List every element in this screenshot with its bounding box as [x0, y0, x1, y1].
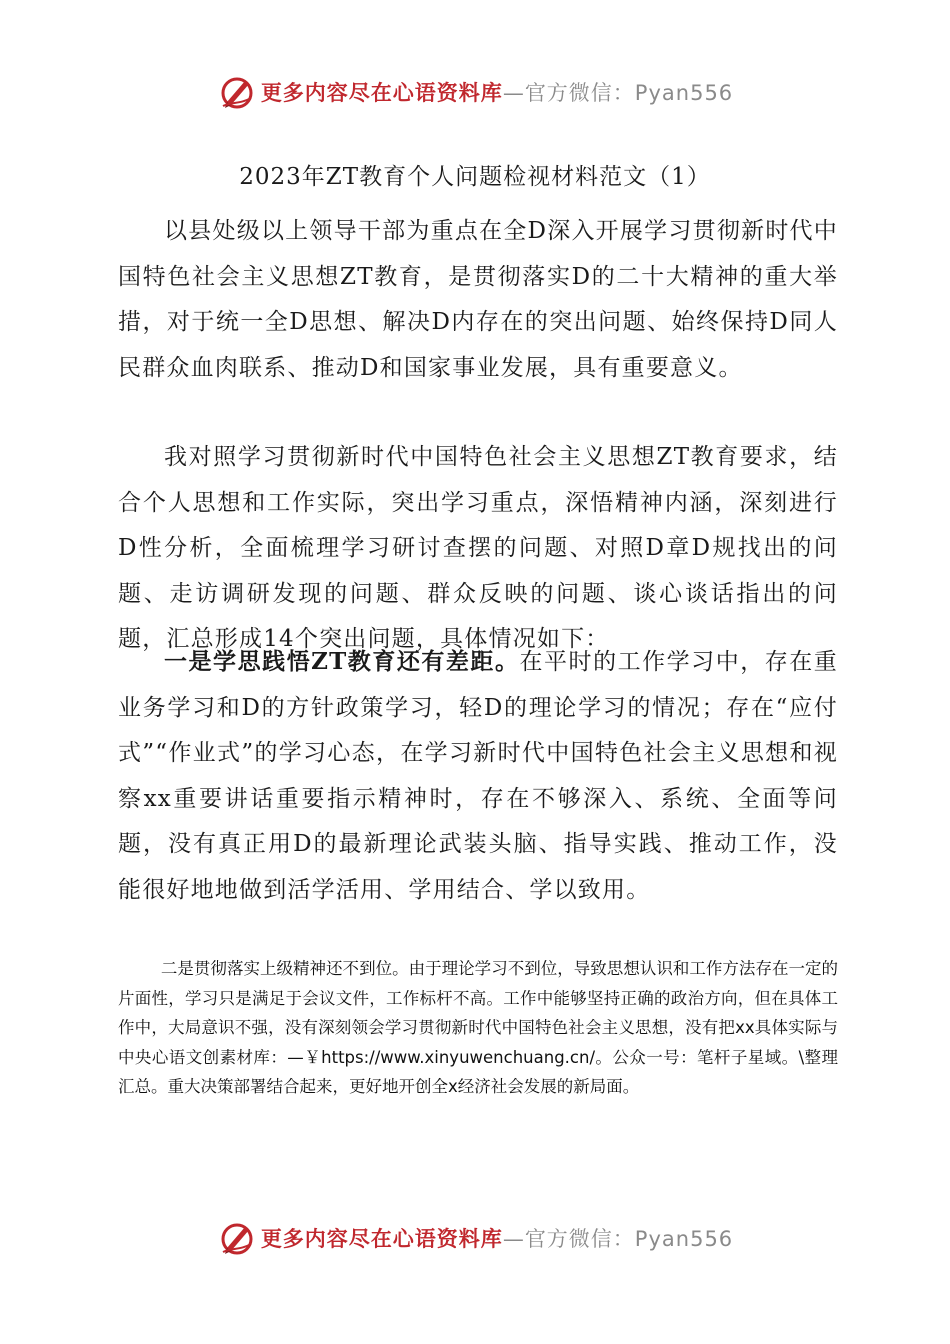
paragraph-3 — [118, 639, 838, 913]
banner-dash: — — [502, 81, 525, 105]
footer-banner-text — [261, 1223, 733, 1253]
footer-slogan: 更多内容尽在心语资料库 — [260, 1227, 503, 1251]
footer-wechat: 官方微信：Pyan556 — [524, 1227, 734, 1251]
banner-wechat: 官方微信：Pyan556 — [524, 81, 734, 105]
header-banner — [0, 62, 950, 122]
pen-logo-icon — [217, 1218, 257, 1258]
header-banner-text — [261, 77, 733, 107]
paragraph-1: 以县处级以上领导干部为重点在全D深入开展学习贯彻新时代中国特色社会主义思想ZT教育，是贯彻落实D的二十大精神的重大举措，对于统一全D思想、解决D内存在的突出问题、始终保持D同人民群众血肉联系、推动D和国家事业发展，具有重要意义。 — [118, 218, 838, 381]
issue-1-body: 在平时的工作学习中，存在重业务学习和D的方针政策学习，轻D的理论学习的情况；存在“应付式”“作业式”的学习心态，在学习新时代中国特色社会主义思想和视察xx重要讲话重要指示精神时，存在不够深入、系统、全面等问题，没有真正用D的最新理论武装头脑、指导实践、推动工作，没能很好地地做到活学活用、学用结合、学以致用。 — [118, 649, 839, 903]
footer-dash: — — [502, 1227, 525, 1251]
paragraph-intro — [118, 209, 838, 391]
paragraph-4: 二是贯彻落实上级精神还不到位。由于理论学习不到位，导致思想认识和工作方法存在一定的片面性，学习只是满足于会议文件，工作标杆不高。工作中能够坚持正确的政治方向，但在具体工作中，大局意识不强，没有深刻领会学习贯彻新时代中国特色社会主义思想，没有把xx具体实际与中央心语文创素材库：—￥https://www.xinyuwenchuang.cn/。公众一号：笔杆子星域。\整理汇总。重大决策部署结合起来，更好地开创全x经济社会发展的新局面。 — [118, 959, 838, 1096]
issue-1-heading: 一是学思践悟ZT教育还有差距。 — [164, 648, 520, 675]
document-title: 2023年ZT教育个人问题检视材料范文（1） — [239, 164, 711, 190]
paragraph-issue-1 — [118, 639, 838, 913]
pen-logo-icon — [217, 72, 257, 112]
banner-slogan: 更多内容尽在心语资料库 — [260, 81, 503, 105]
paragraph-2: 我对照学习贯彻新时代中国特色社会主义思想ZT教育要求，结合个人思想和工作实际，突出学习重点，深悟精神内涵，深刻进行D性分析，全面梳理学习研讨查摆的问题、对照D章D规找出的问题、走访调研发现的问题、群众反映的问题、谈心谈话指出的问题，汇总形成14个突出问题，具体情况如下： — [118, 444, 838, 652]
paragraph-issue-2 — [118, 954, 838, 1102]
paragraph-overview — [118, 435, 838, 663]
footer-banner — [0, 1208, 950, 1268]
